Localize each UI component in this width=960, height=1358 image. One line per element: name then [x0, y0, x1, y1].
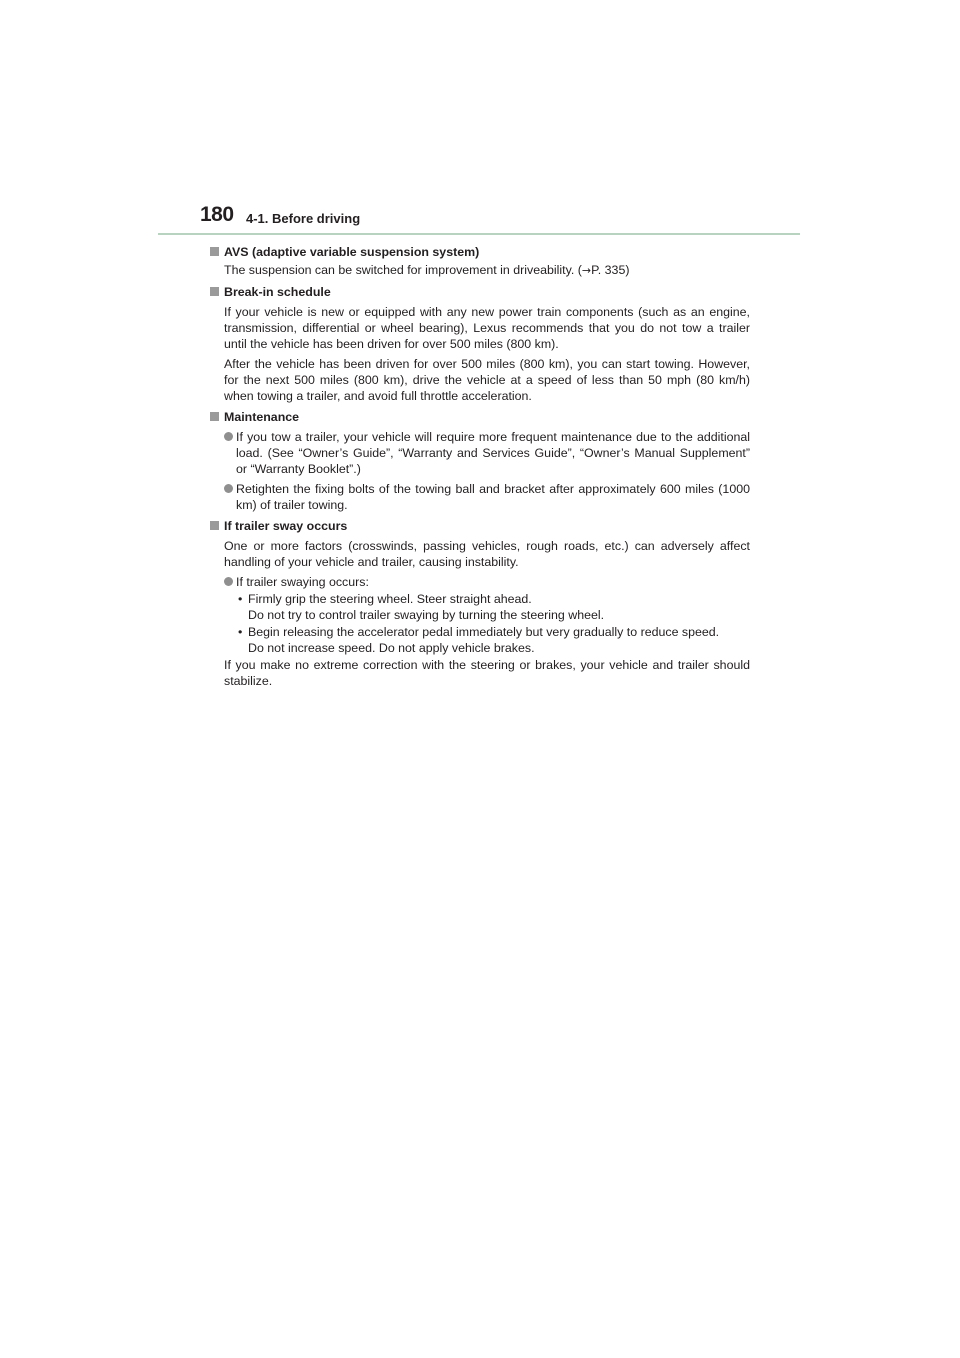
heading-breakin-text: Break-in schedule — [224, 285, 331, 299]
avs-text — [224, 262, 750, 279]
maintenance-bullet-1 — [224, 429, 750, 477]
heading-sway — [210, 518, 750, 534]
circle-bullet-icon — [224, 577, 233, 586]
sway-sub-item-1-line-1: Firmly grip the steering wheel. Steer straight ahead. — [248, 592, 532, 606]
header-divider — [158, 233, 800, 235]
avs-text-body: The suspension can be switched for improvement in driveability. ( — [224, 263, 582, 277]
dot-marker: • — [238, 625, 243, 639]
section-title: 4-1. Before driving — [246, 211, 361, 226]
circle-bullet-icon — [224, 432, 233, 441]
section-avs — [210, 244, 750, 279]
square-bullet-icon — [210, 287, 219, 296]
page-reference-link[interactable]: P. 335) — [591, 263, 630, 277]
sway-sub-item-2 — [236, 624, 750, 656]
section-breakin — [210, 284, 750, 404]
sway-sub-item-1-line-2: Do not try to control trailer swaying by turning the steering wheel. — [248, 608, 605, 622]
square-bullet-icon — [210, 521, 219, 530]
dot-marker: • — [238, 592, 243, 606]
maintenance-bullet-2 — [224, 481, 750, 513]
section-maintenance — [210, 409, 750, 513]
heading-avs-text: AVS (adaptive variable suspension system) — [224, 245, 480, 259]
breakin-paragraph-2: After the vehicle has been driven for over 500 miles (800 km), you can start towing. However, for the next 500 miles (800 km), drive the vehicle at a speed of less than 50 mph (80 km/h) when towing a trailer, and avoid full throttle acceleration. — [224, 357, 750, 403]
maintenance-bullet-2-text: Retighten the fixing bolts of the towing ball and bracket after approximately 600 miles (1000 km) of trailer towing. — [236, 482, 750, 512]
heading-maintenance — [210, 409, 750, 425]
sway-closing-paragraph: If you make no extreme correction with the steering or brakes, your vehicle and trailer should stabilize. — [224, 658, 750, 688]
heading-breakin — [210, 284, 750, 300]
sway-sub-item-2-line-1: Begin releasing the accelerator pedal immediately but very gradually to reduce speed. — [248, 625, 720, 639]
sway-bullet — [224, 574, 750, 590]
maintenance-bullet-1-text: If you tow a trailer, your vehicle will require more frequent maintenance due to the additional load. (See “Owner’s Guide”, “Warranty and Services Guide”, “Owner’s Manual Supplement” or “Warranty Booklet”.) — [236, 430, 750, 476]
heading-avs — [210, 244, 750, 260]
circle-bullet-icon — [224, 484, 233, 493]
page-number: 180 — [200, 203, 234, 226]
section-sway — [210, 518, 750, 689]
sway-sub-item-1 — [236, 591, 750, 623]
heading-sway-text: If trailer sway occurs — [224, 519, 348, 533]
sway-paragraph: One or more factors (crosswinds, passing vehicles, rough roads, etc.) can adversely affect handling of your vehicle and trailer, causing instability. — [224, 539, 750, 569]
breakin-paragraph-1: If your vehicle is new or equipped with any new power train components (such as an engine, transmission, differential or wheel bearing), Lexus recommends that you do not tow a trailer until the vehicle has been driven for over 500 miles (800 km). — [224, 305, 750, 351]
sway-sub-item-2-line-2: Do not increase speed. Do not apply vehicle brakes. — [248, 641, 535, 655]
square-bullet-icon — [210, 412, 219, 421]
page-content — [210, 244, 750, 689]
arrow-right-icon: → — [581, 264, 592, 277]
square-bullet-icon — [210, 247, 219, 256]
page-header — [200, 202, 800, 234]
heading-maintenance-text: Maintenance — [224, 410, 300, 424]
sway-bullet-text: If trailer swaying occurs: — [236, 575, 369, 589]
